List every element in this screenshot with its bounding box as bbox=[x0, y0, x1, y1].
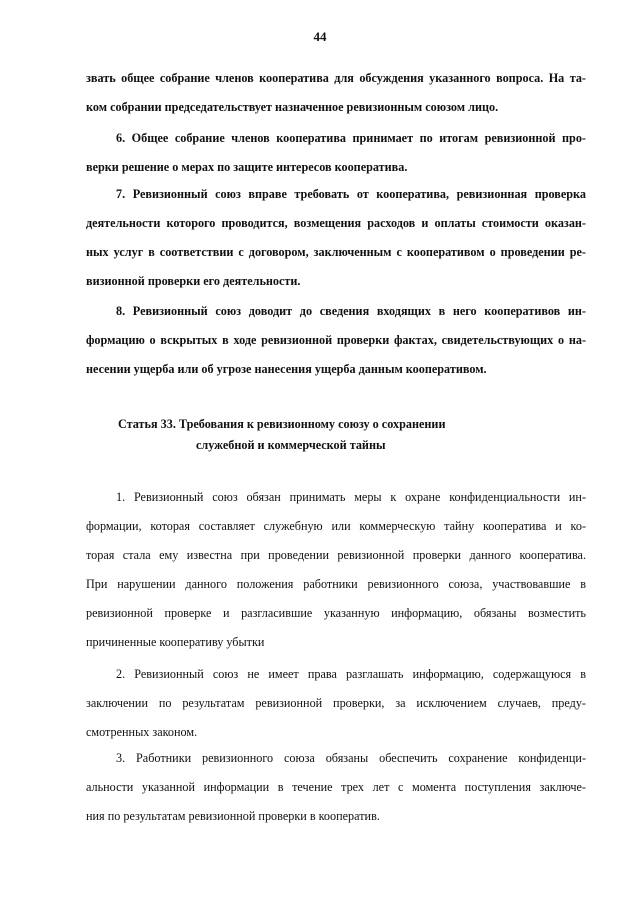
article-paragraph-2 bbox=[86, 660, 586, 747]
paragraph-7 bbox=[86, 180, 586, 296]
article-paragraph-1 bbox=[86, 483, 586, 657]
page-number: 44 bbox=[313, 29, 327, 44]
text-line: верки решение о мерах по защите интересов кооператива. bbox=[86, 160, 408, 174]
text-line: ных услуг в соответствии с договором, заключенным с кооперативом о проведении ре- bbox=[86, 245, 586, 259]
text-line: ком собрании председательствует назначенное ревизионным союзом лицо. bbox=[86, 100, 499, 114]
text-line: несении ущерба или об угрозе нанесения ущерба данным кооперативом. bbox=[86, 362, 487, 376]
text-line: звать общее собрание членов кооператива для обсуждения указанного вопроса. На та- bbox=[86, 71, 586, 85]
text-line: заключении по результатам ревизионной проверки, за исключением случаев, преду- bbox=[86, 696, 586, 710]
article-heading-line: Статья 33. Требования к ревизионному союзу о сохранении bbox=[118, 417, 446, 431]
text-line: 3. Работники ревизионного союза обязаны обеспечить сохранение конфиденци- bbox=[116, 751, 586, 765]
article-heading-line: служебной и коммерческой тайны bbox=[196, 438, 386, 452]
text-line: смотренных законом. bbox=[86, 725, 198, 739]
text-line: 7. Ревизионный союз вправе требовать от кооператива, ревизионная проверка bbox=[116, 187, 586, 201]
text-line: ревизионной проверке и разгласившие указанную информацию, обязаны возместить bbox=[86, 606, 586, 620]
text-line: 1. Ревизионный союз обязан принимать меры к охране конфиденциальности ин- bbox=[116, 490, 586, 504]
text-line: 6. Общее собрание членов кооператива принимает по итогам ревизионной про- bbox=[116, 131, 586, 145]
text-line: ния по результатам ревизионной проверки в кооператив. bbox=[86, 809, 380, 823]
paragraph-continuation bbox=[86, 64, 586, 122]
text-line: визионной проверки его деятельности. bbox=[86, 274, 301, 288]
text-line: 2. Ревизионный союз не имеет права разглашать информацию, содержащуюся в bbox=[116, 667, 586, 681]
text-line: причиненные кооперативу убытки bbox=[86, 635, 265, 649]
text-line: формации, которая составляет служебную или коммерческую тайну кооператива и ко- bbox=[86, 519, 586, 533]
text-line: торая стала ему известна при проведении ревизионной проверки данного кооператива. bbox=[86, 548, 586, 562]
text-line: формацию о вскрытых в ходе ревизионной проверки фактах, свидетельствующих о на- bbox=[86, 333, 586, 347]
text-line: 8. Ревизионный союз доводит до сведения входящих в него кооперативов ин- bbox=[116, 304, 586, 318]
article-heading bbox=[118, 414, 445, 456]
article-paragraph-3 bbox=[86, 744, 586, 831]
text-line: деятельности которого проводится, возмещения расходов и оплаты стоимости оказан- bbox=[86, 216, 586, 230]
paragraph-8 bbox=[86, 297, 586, 384]
text-line: альности указанной информации в течение трех лет с момента поступления заключе- bbox=[86, 780, 586, 794]
text-line: При нарушении данного положения работники ревизионного союза, участвовавшие в bbox=[86, 577, 586, 591]
paragraph-6 bbox=[86, 124, 586, 182]
